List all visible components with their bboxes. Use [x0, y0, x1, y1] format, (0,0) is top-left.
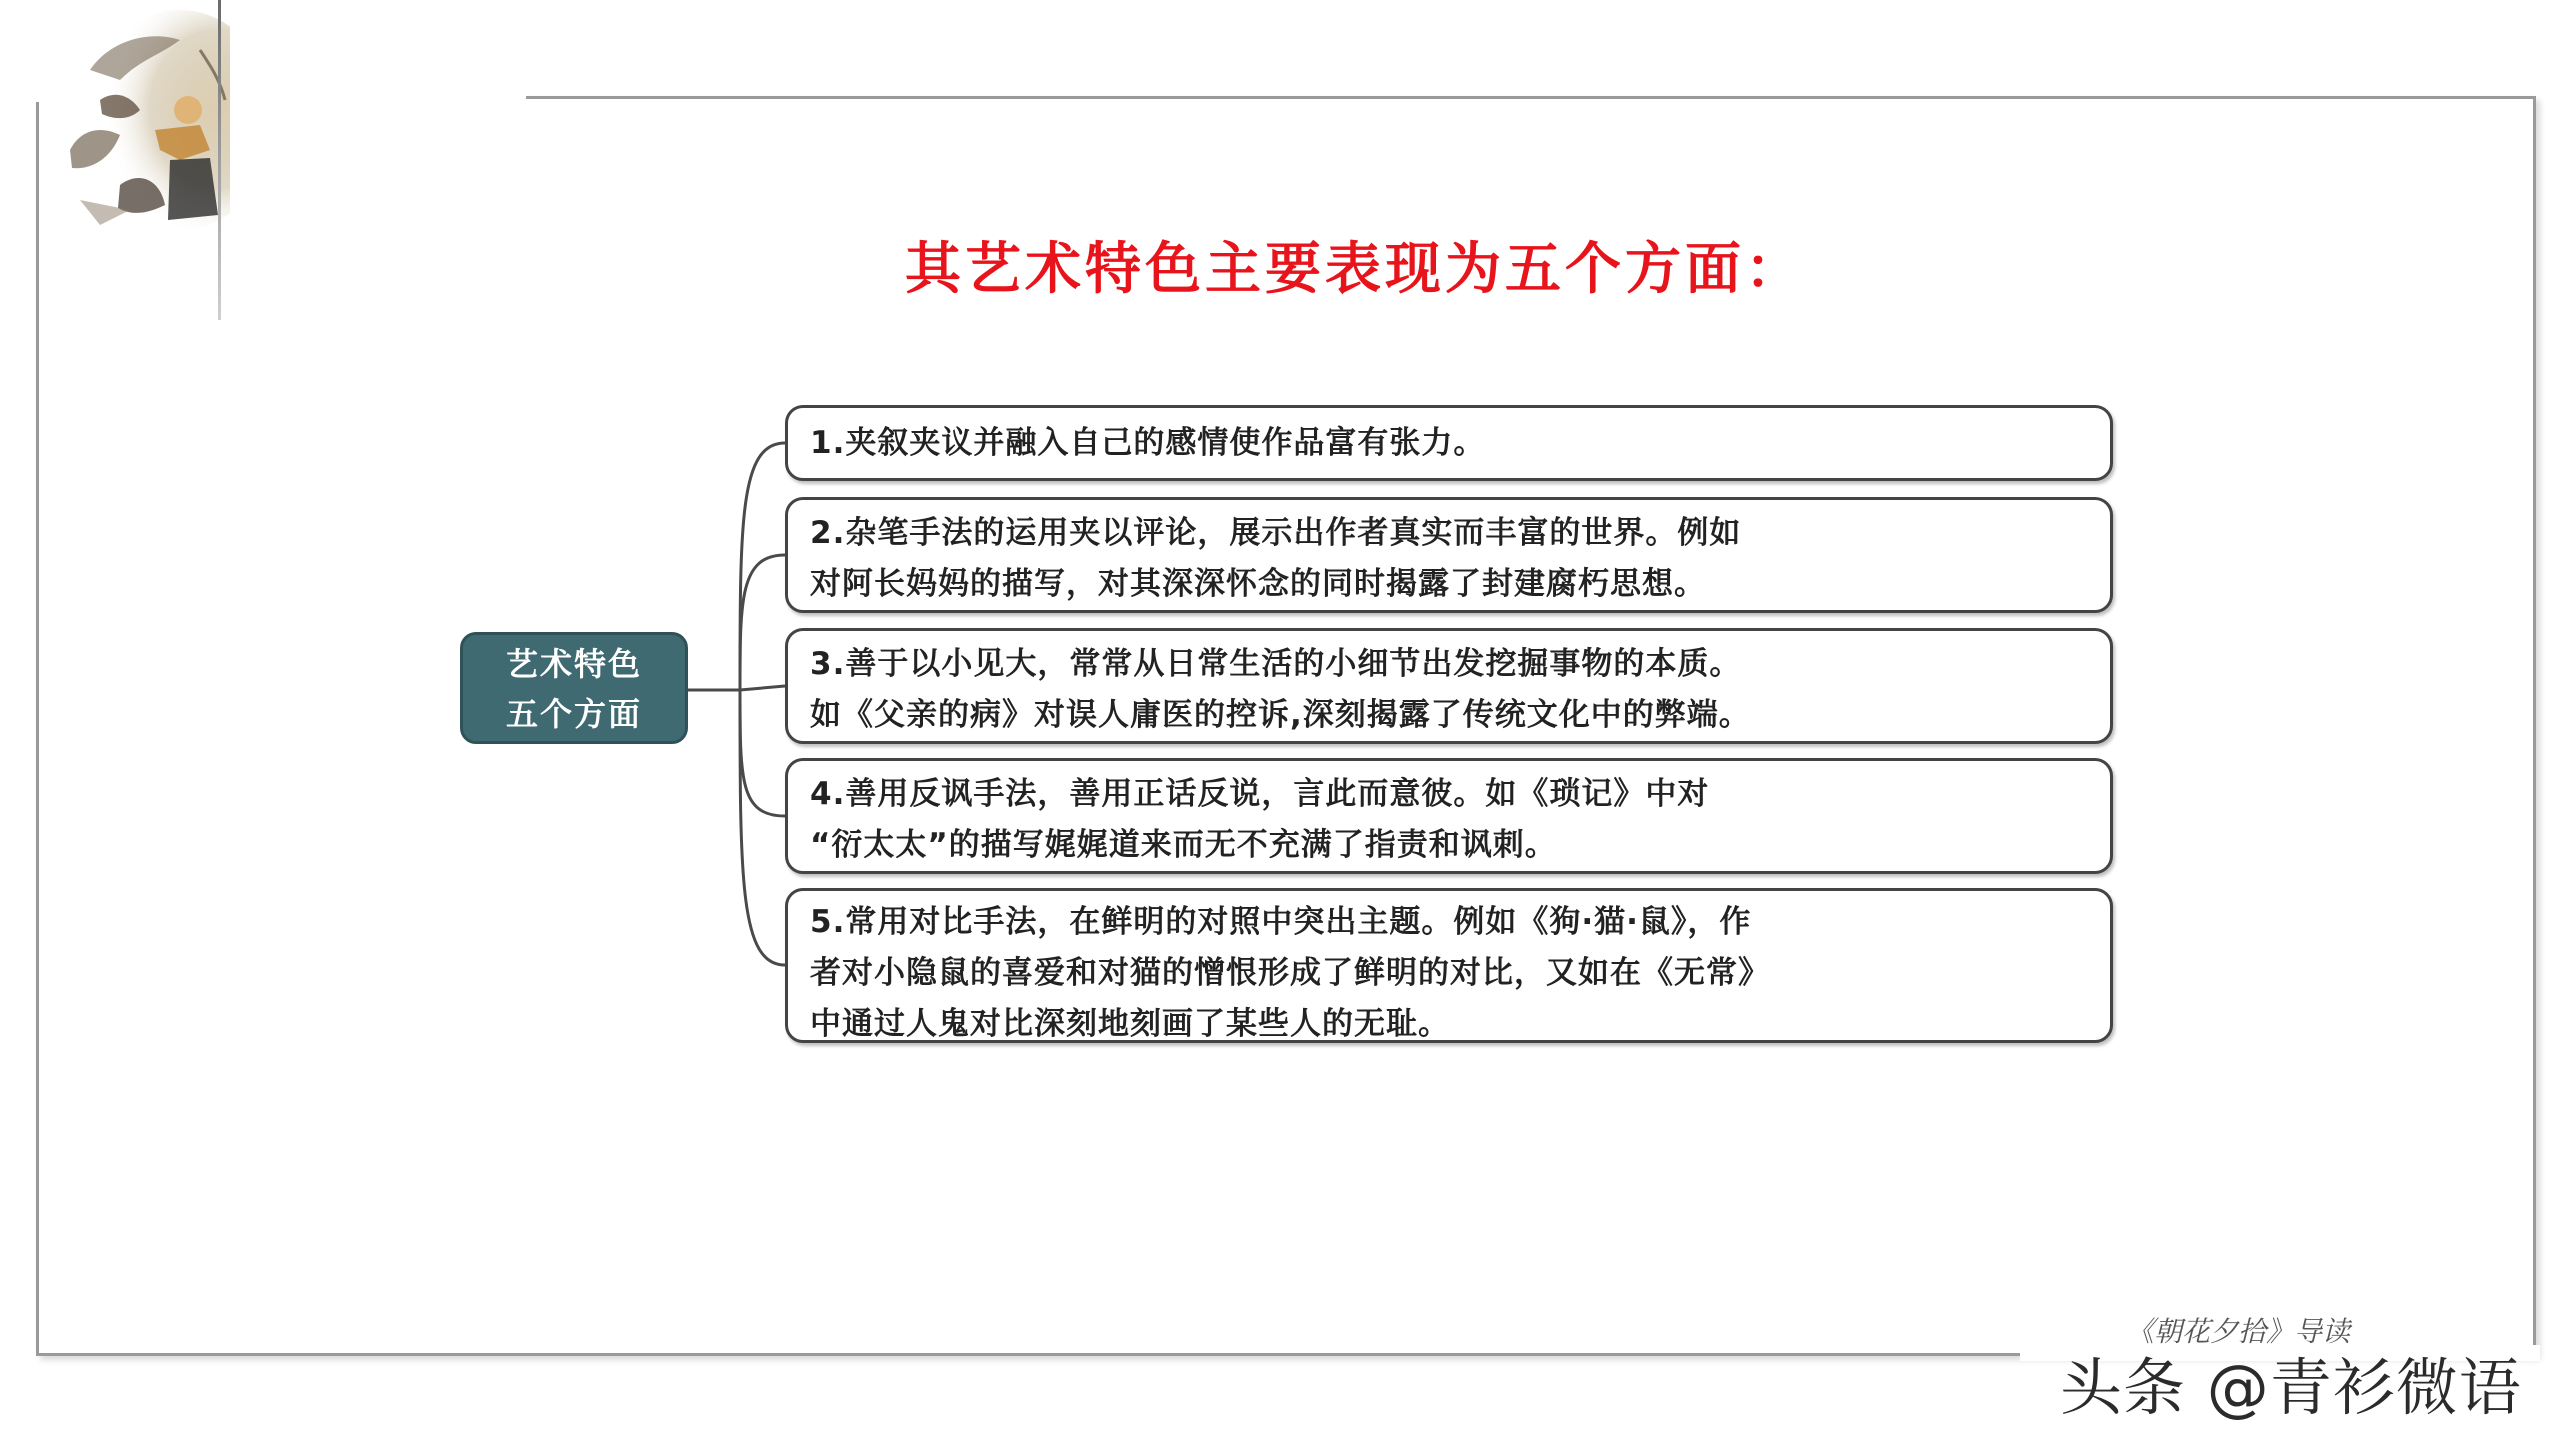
item-2-line-2: 对阿长妈妈的描写，对其深深怀念的同时揭露了封建腐朽思想。 — [810, 566, 1706, 602]
item-5-line-3: 中通过人鬼对比深刻地刻画了某些人的无耻。 — [810, 1006, 1450, 1042]
root-line-1: 艺术特色 — [505, 645, 642, 683]
mindmap-item-1 — [785, 405, 2113, 481]
mindmap-item-5 — [785, 888, 2113, 1043]
connector-item-3 — [740, 686, 785, 690]
item-5-line-1: 5.常用对比手法，在鲜明的对照中突出主题。例如《狗·猫·鼠》，作 — [810, 904, 1752, 940]
watermark-text: 头条 @青衫微语 — [2060, 1351, 2522, 1424]
connector-item-4 — [740, 690, 785, 816]
credit-caption: 《朝花夕拾》导读 — [2126, 1315, 2351, 1348]
mindmap-item-4 — [785, 758, 2113, 874]
item-3-line-2: 如《父亲的病》对误人庸医的控诉,深刻揭露了传统文化中的弊端。 — [810, 697, 1751, 733]
item-4-line-1: 4.善用反讽手法，善用正话反说，言此而意彼。如《琐记》中对 — [810, 776, 1710, 812]
item-1-line-1: 1.夹叙夹议并融入自己的感情使作品富有张力。 — [810, 425, 1486, 461]
mindmap-item-3 — [785, 628, 2113, 744]
connector-item-1 — [740, 443, 785, 690]
connector-item-2 — [740, 555, 785, 690]
item-3-line-1: 3.善于以小见大，常常从日常生活的小细节出发挖掘事物的本质。 — [810, 646, 1742, 682]
item-2-line-1: 2.杂笔手法的运用夹以评论，展示出作者真实而丰富的世界。例如 — [810, 515, 1742, 551]
item-4-line-2: “衍太太”的描写娓娓道来而无不充满了指责和讽刺。 — [810, 827, 1557, 863]
mindmap-item-2 — [785, 497, 2113, 613]
root-line-2: 五个方面 — [505, 695, 642, 733]
mindmap-root-node — [460, 632, 688, 744]
item-5-line-2: 者对小隐鼠的喜爱和对猫的憎恨形成了鲜明的对比，又如在《无常》 — [810, 955, 1770, 991]
slide-title: 其艺术特色主要表现为五个方面： — [905, 236, 1805, 302]
connector-item-5 — [740, 690, 785, 965]
